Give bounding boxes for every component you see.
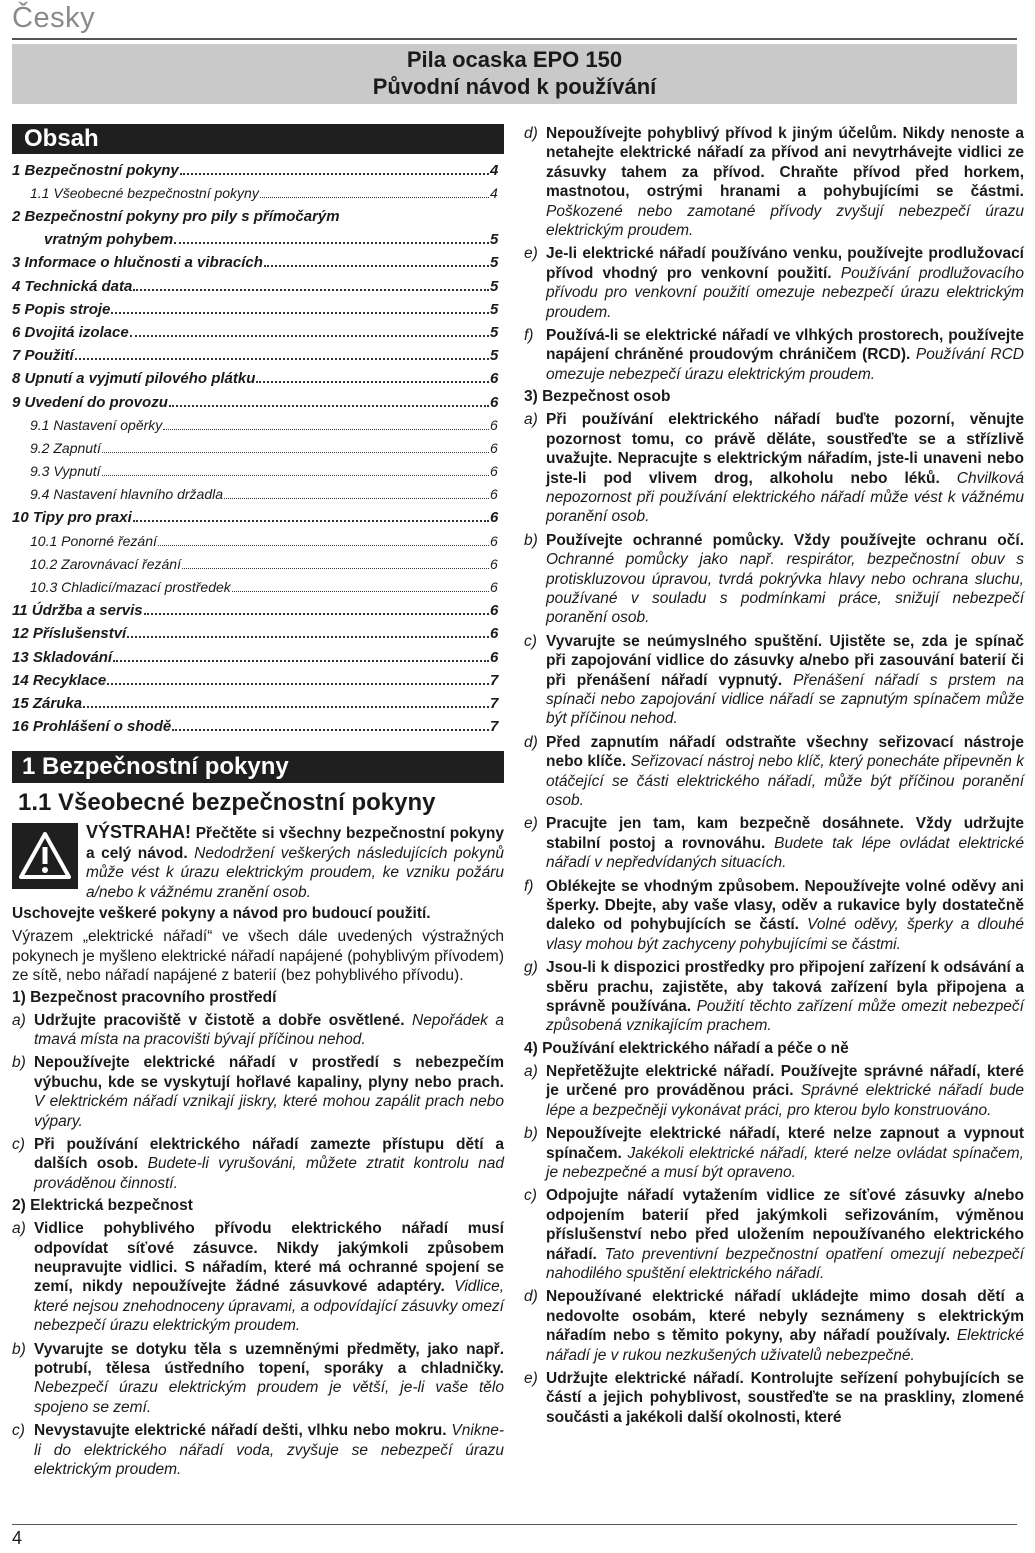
toc-leader <box>158 545 489 546</box>
toc-item <box>12 695 504 718</box>
manual-subtitle: Původní návod k používání <box>372 74 657 99</box>
toc-item <box>12 602 504 625</box>
toc-leader <box>111 312 489 314</box>
item-bold-text: Vidlice pohyblivého přívodu elektrického nářadí musí odpovídat síťové zásuvce. Nikdy jakýmkoli způsobem neupravujte vidlici. S nářadím, které má ochranné spojení se zemí, nikdy nepoužívejte žádné zásuvkové adaptéry. <box>34 1220 504 1296</box>
toc-item-page: 5 <box>490 231 499 249</box>
item-bold-text: Při používání elektrického nářadí buďte pozorní, věnujte pozornost tomu, co právě děláte, soustřeďte se a střízlivě uvažujte. Nepracujte s elektrickým nářadím, jste-li unaveni nebo jste-li pod vlivem drog, alkoholu nebo léků. <box>546 411 1024 487</box>
toc-item-page: 6 <box>490 439 498 456</box>
item-bold-text: Nepřetěžujte elektrické nářadí. Používejte správné nářadí, které je určené pro prováděnou práci. <box>546 1062 1024 1100</box>
top-rule <box>12 38 1017 40</box>
warning-title: VÝSTRAHA! <box>86 822 192 843</box>
toc-item-label: 11 Údržba a servis <box>12 602 143 620</box>
warning-triangle-icon <box>12 823 78 889</box>
toc-leader <box>144 613 489 615</box>
toc-item-page: 5 <box>490 277 499 295</box>
toc-item-page: 6 <box>490 602 499 620</box>
toc-item-label: 10.3 Chladicí/mazací prostředek <box>30 579 231 595</box>
list-item <box>12 1421 504 1479</box>
toc-item-label: 9.1 Nastavení opěrky <box>30 416 163 433</box>
toc-item-page: 7 <box>490 694 499 712</box>
item-letter: d) <box>524 1288 538 1306</box>
work-area-safety-list <box>12 1011 504 1194</box>
section-1-1-heading: 1.1 Všeobecné bezpečnostní pokyny <box>18 789 436 817</box>
toc-heading: Obsah <box>12 124 504 154</box>
product-title: Pila ocaska EPO 150 <box>406 47 623 72</box>
item-letter: f) <box>524 327 534 345</box>
item-letter: f) <box>524 877 534 895</box>
toc-item <box>12 533 504 556</box>
toc-item <box>12 672 504 695</box>
work-area-safety-title: 1) Bezpečnost pracovního prostředí <box>12 988 277 1006</box>
toc-item-page: 6 <box>490 370 499 388</box>
toc-item-page: 5 <box>490 254 499 272</box>
toc-item <box>12 718 504 741</box>
item-text: Tato preventivní bezpečnostní opatření omezují nebezpečí nahodilého spuštění elektrického nářadí. <box>546 1245 1024 1282</box>
toc-leader <box>102 475 489 476</box>
toc-item <box>12 347 504 370</box>
toc-item-page: 6 <box>490 555 498 572</box>
personal-safety-title: 3) Bezpečnost osob <box>524 388 671 406</box>
electrical-safety-title: 2) Elektrická bezpečnost <box>12 1197 193 1215</box>
item-text: Nebezpečí úrazu elektrickým proudem je větší, je-li vaše tělo spojeno se zemí. <box>34 1379 504 1416</box>
title-box <box>12 44 1017 104</box>
toc-item-label: 3 Informace o hlučnosti a vibracích <box>12 254 263 272</box>
item-text: Správné elektrické nářadí bude lépe a bezpečněji vykonávat práci, pro kterou bylo konstruováno. <box>546 1082 1024 1119</box>
toc-item <box>12 254 504 277</box>
toc-leader <box>232 591 489 592</box>
toc-item-label: 8 Upnutí a vyjmutí pilového plátku <box>12 370 256 388</box>
toc-leader <box>264 265 489 267</box>
personal-safety-list <box>524 410 1024 1036</box>
item-letter: a) <box>12 1011 26 1029</box>
item-letter: c) <box>524 1187 537 1205</box>
toc-item-label: 2 Bezpečnostní pokyny pro pily s přímočarým <box>12 208 340 226</box>
item-letter: a) <box>524 1062 538 1080</box>
toc-item <box>12 185 504 208</box>
toc-leader <box>256 381 489 383</box>
item-text: Ochranné pomůcky jako např. respirátor, bezpečnostní obuv s protiskluzovou úpravou, tvrdá pokrývka hlavy nebo ochrana sluchu, používané v souladu s podmínkami práce, snižují nebezpečí poranění osob. <box>546 551 1024 627</box>
toc-leader <box>83 706 489 708</box>
toc-item-page: 6 <box>490 648 499 666</box>
toc-item-page: 4 <box>490 162 499 179</box>
item-bold-text: Před zapnutím nářadí odstraňte všechny seřizovací nástroje nebo klíče. <box>546 733 1024 771</box>
toc-item-page: 7 <box>490 718 499 736</box>
item-letter: e) <box>524 815 538 833</box>
page-number: 4 <box>12 1528 23 1548</box>
toc-item-page: 6 <box>490 579 498 595</box>
toc-leader <box>182 568 489 569</box>
toc-leader <box>180 173 489 175</box>
item-text: Použití těchto zařízení může omezit nebezpečí způsobená vznikajícím prachem. <box>546 998 1024 1035</box>
toc-item <box>12 486 504 509</box>
toc-leader <box>130 335 489 337</box>
toc-item-label: 1.1 Všeobecné bezpečnostní pokyny <box>30 185 259 202</box>
item-text: Nepořádek a tmavá místa na pracovišti bývají příčinou nehod. <box>34 1011 504 1048</box>
toc-item-page: 7 <box>490 671 499 689</box>
item-letter: c) <box>524 632 537 650</box>
list-item <box>12 1219 504 1335</box>
toc-item <box>12 649 504 672</box>
item-bold-text: Nepoužívejte pohyblivý přívod k jiným účelům. Nikdy nenoste a netahejte elektrické nářadí za přívod ani nevytrhávejte vidlici ze zásuvky tahem za přívod. Chraňte přívod před horkem, mastnotou, ostrými hranami a pohybujícími se částmi. <box>546 125 1024 201</box>
item-bold-text: Při používání elektrického nářadí zamezte přístupu dětí a dalších osob. <box>34 1136 504 1173</box>
toc-item-label: 9.4 Nastavení hlavního držadla <box>30 486 224 503</box>
toc-item-label: 7 Použití <box>12 347 74 365</box>
toc-leader <box>260 197 489 198</box>
item-text: Volné oděvy, šperky a dlouhé vlasy mohou být zachyceny pohybujícími se částmi. <box>546 916 1025 953</box>
item-bold-text: Udržujte pracoviště v čistotě a dobře osvětlené. <box>34 1011 405 1029</box>
item-text: Chvilková nepozornost při používání elektrického nářadí může vést k vážnému poranění osob. <box>546 469 1024 526</box>
toc-item-label: 15 Záruka <box>12 694 83 712</box>
list-item <box>524 326 1024 384</box>
toc-item-page: 6 <box>490 393 499 411</box>
toc-item-label: 9.3 Vypnutí <box>30 463 101 480</box>
item-text: Vnikne-li do elektrického nářadí voda, zvyšuje se nebezpečí úrazu elektrickým proudem. <box>34 1422 504 1479</box>
toc-item <box>12 625 504 648</box>
toc-leader <box>133 289 489 291</box>
toc-item-page: 6 <box>490 532 498 549</box>
electrical-safety-list-continued <box>524 124 1024 384</box>
item-letter: g) <box>524 959 538 977</box>
list-item <box>12 1135 504 1193</box>
list-item <box>524 632 1024 729</box>
toc-item <box>12 370 504 393</box>
item-bold-text: Nepoužívejte elektrické nářadí v prostředí s nebezpečím výbuchu, kde se vyskytují hořlavé kapaliny, plyny nebo prach. <box>34 1054 504 1091</box>
item-bold-text: Jsou-li k dispozici prostředky pro připojení zařízení k odsávání a sběru prachu, zajistěte, aby taková zařízení byla připojena a správně používána. <box>546 959 1024 1016</box>
tool-use-care-title: 4) Používání elektrického nářadí a péče o ně <box>524 1039 849 1057</box>
item-letter: b) <box>12 1340 26 1358</box>
item-letter: b) <box>524 1125 538 1143</box>
item-letter: a) <box>12 1220 26 1238</box>
toc-item-label: 10.1 Ponorné řezání <box>30 532 157 549</box>
toc-item <box>12 162 504 185</box>
toc-item-label: 12 Příslušenství <box>12 625 127 643</box>
toc-item-label-cont: vratným pohybem <box>44 231 174 249</box>
toc-item <box>12 301 504 324</box>
list-item <box>524 1369 1024 1427</box>
toc-leader <box>127 636 489 638</box>
item-bold-text: Nevystavujte elektrické nářadí dešti, vlhku nebo mokru. <box>34 1422 447 1440</box>
list-item <box>12 1011 504 1050</box>
toc-leader <box>113 660 489 662</box>
toc-item-label: 10 Tipy pro praxi <box>12 509 132 527</box>
item-text: Budete tak lépe ovládat elektrické nářadí v nepředvídaných situacích. <box>546 834 1024 872</box>
toc-item <box>12 324 504 347</box>
toc-leader <box>107 683 489 685</box>
item-bold-text: Používejte ochranné pomůcky. Vždy používejte ochranu očí. <box>546 531 1024 549</box>
item-bold-text: Oblékejte se vhodným způsobem. Nepoužívejte volné oděvy ani šperky. Dbejte, aby vaše vlasy, oděv a rukavice byly dostatečně daleko od pohybujících se částí. <box>546 877 1024 934</box>
list-item <box>524 958 1024 1036</box>
intro-paragraph: Výrazem „elektrické nářadí“ ve všech dále uvedených výstražných pokynech je myšleno elektrické nářadí napájené (pohyblivým přívodem) ze sítě, nebo nářadí napájené z baterií (bez pohyblivého přívodu). <box>12 928 504 985</box>
toc-leader <box>75 358 489 360</box>
toc-item <box>12 556 504 579</box>
item-letter: d) <box>524 733 538 751</box>
list-item <box>524 1186 1024 1283</box>
list-item <box>524 814 1024 872</box>
item-text: Vidlice, které nejsou znehodnoceny úpravami, a odpovídající zásuvky omezí nebezpečí úrazu elektrickým proudem. <box>34 1278 504 1335</box>
list-item <box>12 1340 504 1418</box>
toc-leader <box>174 242 489 244</box>
toc-item <box>12 440 504 463</box>
item-text: Elektrické nářadí je v rukou nezkušených uživatelů nebezpečné. <box>546 1327 1025 1364</box>
item-bold-text: Udržujte elektrické nářadí. Kontrolujte seřízení pohybujících se částí a jejich pohyblivost, soustřeďte se na praskliny, zlomené součásti a jakékoli další okolnosti, které <box>546 1369 1024 1426</box>
list-item <box>524 877 1024 955</box>
list-item <box>524 1287 1024 1365</box>
toc-item <box>12 208 504 254</box>
toc-item-page: 6 <box>490 463 498 480</box>
toc-item-label: 16 Prohlášení o shodě <box>12 718 172 736</box>
item-bold-text: Nepoužívejte elektrické nářadí, které nelze zapnout a vypnout spínačem. <box>546 1125 1024 1162</box>
toc-leader <box>169 405 489 407</box>
warning-block <box>12 823 504 902</box>
list-item <box>524 1062 1024 1120</box>
item-letter: a) <box>524 411 538 429</box>
bottom-rule <box>12 1524 1017 1525</box>
toc-item-page: 5 <box>490 323 499 341</box>
item-bold-text: Vyvarujte se dotyku těla s uzemněnými předměty, jako např. potrubí, tělesa ústředního topení, sporáky a chladničky. <box>34 1340 504 1378</box>
language-label: Česky <box>12 2 96 34</box>
toc-item <box>12 579 504 602</box>
toc-item <box>12 463 504 486</box>
list-item <box>524 410 1024 526</box>
list-item <box>524 531 1024 628</box>
item-letter: e) <box>524 245 538 263</box>
item-text: Přenášení nářadí s prstem na spínači nebo zapojování vidlice nářadí se zapnutým spínačem může být příčinou nehod. <box>546 671 1024 728</box>
toc-item-page: 5 <box>490 300 499 318</box>
toc-leader <box>172 729 489 731</box>
item-letter: b) <box>12 1054 26 1072</box>
item-letter: e) <box>524 1369 538 1387</box>
section-1-heading: 1 Bezpečnostní pokyny <box>12 751 504 783</box>
item-bold-text: Je-li elektrické nářadí používáno venku, používejte prodlužovací přívod vhodný pro venkovní použití. <box>546 245 1024 282</box>
toc-item <box>12 278 504 301</box>
toc-item-label: 4 Technická data <box>12 277 133 295</box>
list-item <box>524 124 1024 240</box>
item-text: Seřizovací nástroj nebo klíč, který ponecháte připevněn k otáčející se části elektrického nářadí, může být příčinou poranění osob. <box>546 753 1024 809</box>
item-bold-text: Odpojujte nářadí vytažením vidlice ze síťové zásuvky a/nebo odpojením baterií před jakýmkoli seřizováním, výměnou příslušenství nebo před uložením nepoužívaného elektrického nářadí. <box>546 1187 1024 1263</box>
left-column <box>12 124 504 1484</box>
item-letter: d) <box>524 125 538 142</box>
item-text: Poškozené nebo zamotané přívody zvyšují nebezpečí úrazu elektrickým proudem. <box>546 202 1024 240</box>
keep-instructions-note: Uschovejte veškeré pokyny a návod pro budoucí použití. <box>12 904 431 922</box>
item-text: Používání RCD omezuje nebezpečí úrazu elektrickým proudem. <box>546 346 1024 383</box>
toc-item-label: 9.2 Zapnutí <box>30 439 101 456</box>
toc-leader <box>163 429 489 430</box>
list-item <box>12 1053 504 1131</box>
list-item <box>524 1124 1024 1182</box>
toc-item <box>12 417 504 440</box>
toc-item-page: 6 <box>490 416 498 433</box>
warning-bold: Přečtěte si všechny bezpečnostní pokyny a celý návod. <box>86 825 504 862</box>
list-item <box>524 733 1024 811</box>
list-item <box>524 244 1024 322</box>
toc-item-label: 13 Skladování <box>12 648 113 666</box>
toc-item-page: 5 <box>490 347 499 365</box>
item-text: Používání prodlužovacího přívodu pro venkovní použití omezuje nebezpečí úrazu elektrickým proudem. <box>546 264 1024 321</box>
item-letter: c) <box>12 1136 25 1153</box>
right-column <box>524 124 1024 1431</box>
toc-item-label: 14 Recyklace <box>12 671 107 689</box>
toc-item <box>12 394 504 417</box>
toc-item-label: 10.2 Zarovnávací řezání <box>30 555 181 572</box>
toc-item-label: 6 Dvojitá izolace <box>12 323 129 341</box>
toc-leader <box>133 520 489 522</box>
toc-item-label: 5 Popis stroje <box>12 300 111 318</box>
item-text: Budete-li vyrušováni, můžete ztratit kontrolu nad prováděnou činností. <box>34 1155 504 1192</box>
item-bold-text: Nepoužívané elektrické nářadí ukládejte mimo dosah dětí a nedovolte osobám, které nebyly seznámeny s elektrickým nářadím nebo s těmito pokyny, aby nářadí používaly. <box>546 1288 1024 1345</box>
item-letter: b) <box>524 531 538 549</box>
item-bold-text: Pracujte jen tam, kam bezpečně dosáhnete. Vždy udržujte stabilní postoj a rovnováhu. <box>546 815 1024 852</box>
tool-use-care-list <box>524 1062 1024 1427</box>
toc-item-page: 6 <box>490 625 499 643</box>
toc-leader <box>224 498 489 499</box>
item-text: Jakékoli elektrické nářadí, které nelze ovládat spínačem, je nebezpečné a musí být opraveno. <box>546 1144 1024 1181</box>
toc-item-page: 6 <box>490 509 499 527</box>
item-text: V elektrickém nářadí vznikají jiskry, které mohou zapálit prach nebo výpary. <box>34 1093 504 1130</box>
table-of-contents <box>12 162 504 741</box>
item-letter: c) <box>12 1422 25 1440</box>
toc-leader <box>102 452 489 453</box>
toc-item-page: 6 <box>490 486 498 503</box>
warning-text: Nedodržení veškerých následujících pokynů může vést k úrazu elektrickým proudem, ke vzniku požáru a/nebo k vážnému zranění osob. <box>86 844 504 901</box>
toc-item-label: 9 Uvedení do provozu <box>12 393 168 411</box>
electrical-safety-list <box>12 1219 504 1479</box>
item-bold-text: Používá-li se elektrické nářadí ve vlhkých prostorech, používejte napájení chráněné proudovým chráničem (RCD). <box>546 327 1024 364</box>
toc-item <box>12 509 504 532</box>
toc-item-page: 4 <box>490 185 498 202</box>
toc-item-label: 1 Bezpečnostní pokyny <box>12 162 179 179</box>
item-bold-text: Vyvarujte se neúmyslného spuštění. Ujistěte se, zda je spínač při zapojování vidlice do zásuvky a/nebo při zasouvání baterií či při přenášení nářadí vypnutý. <box>546 632 1024 689</box>
